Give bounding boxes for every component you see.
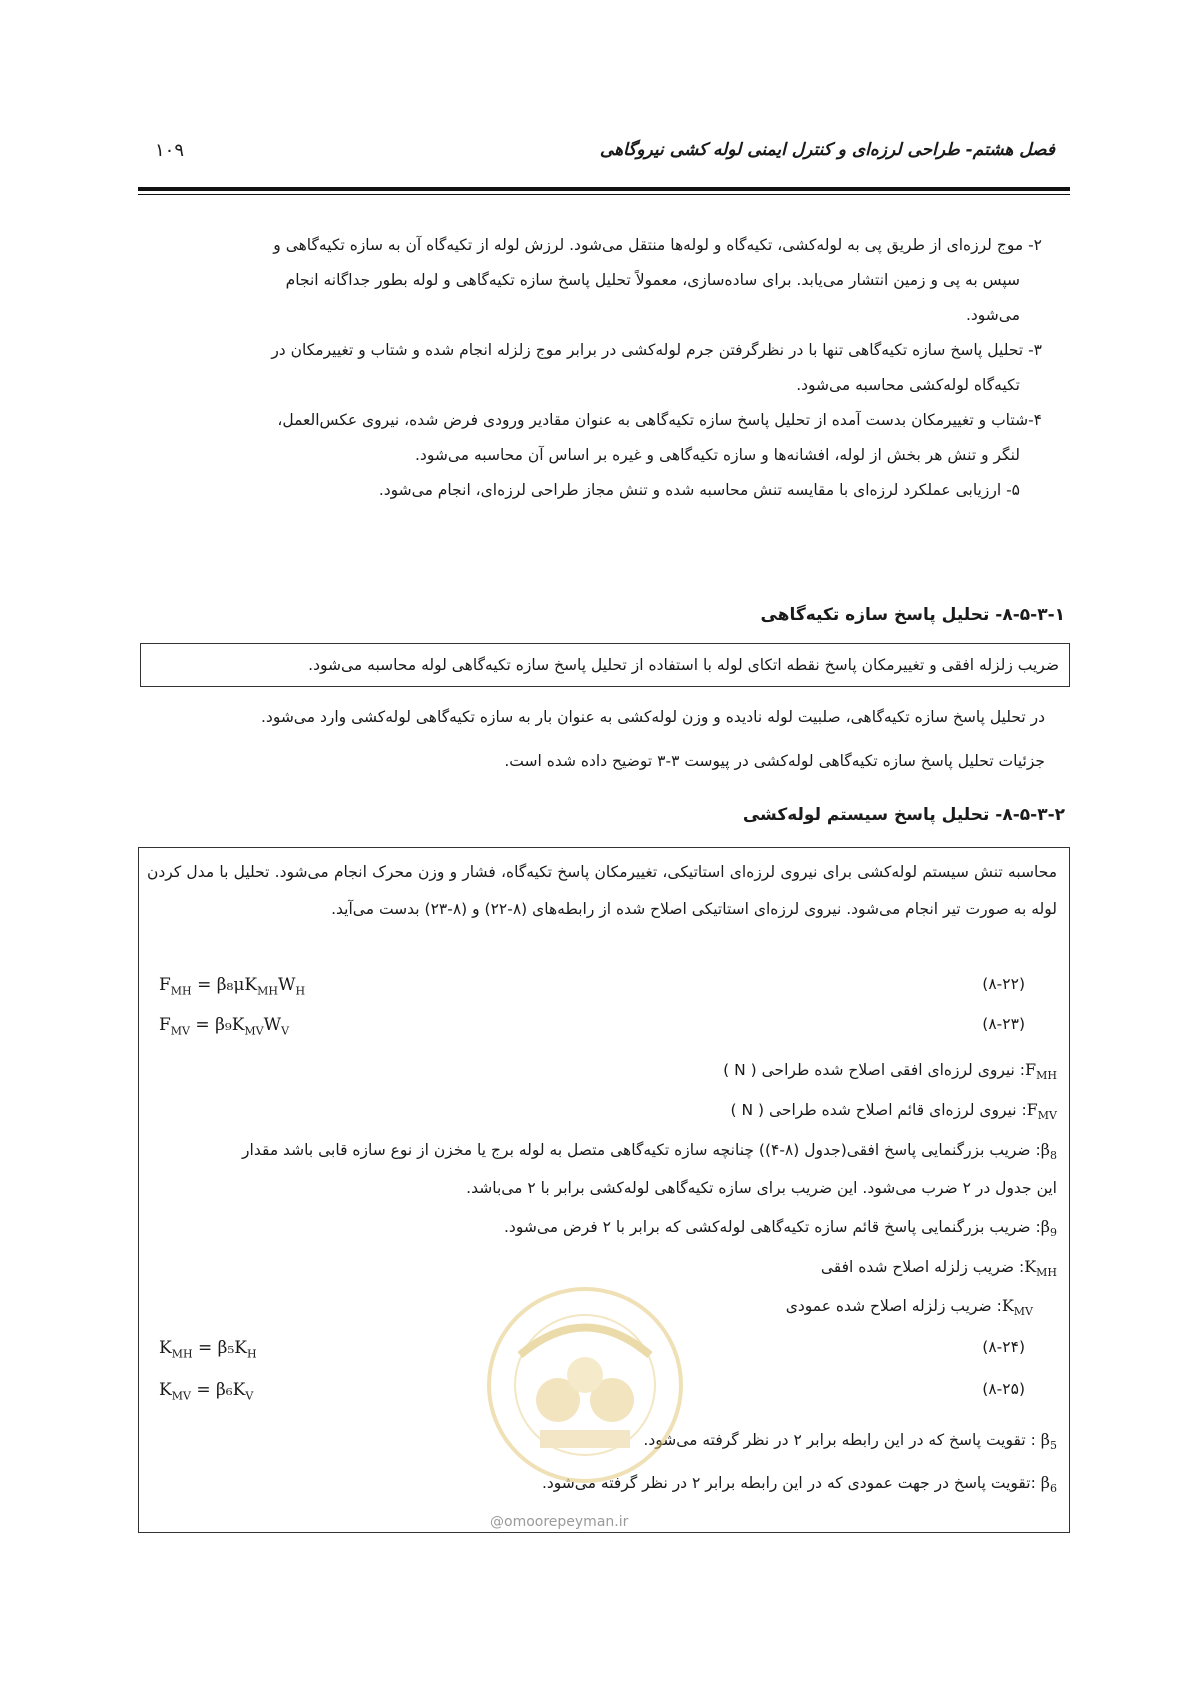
section-2-intro bbox=[147, 854, 1057, 928]
equation-number: (۸-۲۴) bbox=[982, 1338, 1025, 1356]
def-beta5: $\beta_5$ : تقویت پاسخ که در این رابطه برابر ۲ در نظر گرفته می‌شود. bbox=[643, 1430, 1057, 1453]
page-header bbox=[145, 140, 1055, 170]
def-fmh: $F_{MH}$: نیروی لرزه‌ای افقی اصلاح شده طراحی ( N ) bbox=[723, 1060, 1057, 1083]
equation-8-22 bbox=[149, 975, 1055, 1009]
def-fmv: $F_{MV}$: نیروی لرزه‌ای قائم اصلاح شده طراحی ( N ) bbox=[730, 1100, 1057, 1123]
watermark-logo bbox=[480, 1280, 690, 1490]
def-beta6: $\beta_6$ :تقویت پاسخ در جهت عمودی که در این رابطه برابر ۲ در نظر گرفته می‌شود. bbox=[541, 1473, 1057, 1496]
chapter-title: فصل هشتم- طراحی لرزه‌ای و کنترل ایمنی لوله کشی نیروگاهی bbox=[599, 140, 1055, 160]
header-rule bbox=[138, 187, 1070, 191]
equation-formula: $F_{MH} = \beta_8\mu K_{MH}W_H$ bbox=[159, 975, 306, 998]
header-rule-thin bbox=[138, 194, 1070, 195]
equation-formula: $K_{MH} = \beta_5K_H$ bbox=[159, 1338, 257, 1361]
highlight-box-1: ضریب زلزله افقی و تغییرمکان پاسخ نقطه اتکای لوله با استفاده از تحلیل پاسخ سازه تکیه‌گاهی لوله محاسبه می‌شود. bbox=[140, 643, 1070, 687]
step-3-line-1: ۳- تحلیل پاسخ سازه تکیه‌گاهی تنها با در نظرگرفتن جرم لوله‌کشی در برابر موج زلزله انجام شده و شتاب و تغییرمکان در bbox=[271, 341, 1042, 359]
section-1-paragraphs bbox=[150, 695, 1045, 783]
page-number: ۱۰۹ bbox=[155, 140, 185, 161]
equation-number: (۸-۲۲) bbox=[982, 975, 1025, 993]
def-beta8: $\beta_8$: ضریب بزرگنمایی پاسخ افقی(جدول (۸-۴)) چنانچه سازه تکیه‌گاهی متصل به لوله برج یا مخزن از نوع سازه قابی باشد مقدار bbox=[242, 1140, 1057, 1163]
step-2-line-3: می‌شود. bbox=[965, 306, 1020, 324]
section-1-para-1: در تحلیل پاسخ سازه تکیه‌گاهی، صلبیت لوله نادیده و وزن لوله‌کشی به عنوان بار به سازه تکیه‌گاهی لوله‌کشی وارد می‌شود. bbox=[260, 708, 1045, 726]
section-1-para-2: جزئیات تحلیل پاسخ سازه تکیه‌گاهی لوله‌کشی در پیوست ۳-۳ توضیح داده شده است. bbox=[504, 752, 1045, 770]
step-4-line-2: لنگر و تنش هر بخش از لوله، افشانه‌ها و سازه تکیه‌گاهی و غیره بر اساس آن محاسبه می‌شود. bbox=[415, 446, 1020, 464]
step-2-line-2: سپس به پی و زمین انتشار می‌یابد. برای ساده‌سازی، معمولاً تحلیل پاسخ سازه تکیه‌گاهی و لوله بطور جداگانه انجام bbox=[285, 271, 1020, 289]
section-heading-1: ۸-۵-۳-۱- تحلیل پاسخ سازه تکیه‌گاهی bbox=[760, 605, 1065, 625]
watermark-url: @omoorepeyman.ir bbox=[490, 1514, 629, 1530]
step-5-line-1: ۵- ارزیابی عملکرد لرزه‌ای با مقایسه تنش محاسبه شده و تنش مجاز طراحی لرزه‌ای، انجام می‌شود. bbox=[378, 481, 1020, 499]
def-kmh: $K_{MH}$: ضریب زلزله اصلاح شده افقی bbox=[820, 1257, 1057, 1280]
intro-text: محاسبه تنش سیستم لوله‌کشی برای نیروی لرزه‌ای استاتیکی، تغییرمکان پاسخ تکیه‌گاه، فشار و وزن محرک انجام می‌شود. تحلیل با مدل کردن لوله به صورت تیر انجام می‌شود. نیروی لرزه‌ای استاتیکی اصلاح شده از رابطه‌های (۸-۲۲) و (۸-۲۳) بدست می‌آید. bbox=[147, 863, 1057, 918]
def-beta9: $\beta_9$: ضریب بزرگنمایی پاسخ قائم سازه تکیه‌گاهی لوله‌کشی که برابر با ۲ فرض می‌شود. bbox=[504, 1217, 1057, 1240]
step-2-line-1: ۲- موج لرزه‌ای از طریق پی به لوله‌کشی، تکیه‌گاه و لوله‌ها منتقل می‌شود. لرزش لوله از تکیه‌گاه آن به سازه تکیه‌گاهی و bbox=[273, 236, 1042, 254]
equation-8-23 bbox=[149, 1015, 1055, 1049]
step-4-line-1: ۴-شتاب و تغییرمکان بدست آمده از تحلیل پاسخ سازه تکیه‌گاهی به عنوان مقادیر ورودی فرض شده، نیروی عکس‌العمل، bbox=[277, 411, 1042, 429]
def-kmv: $K_{MV}$: ضریب زلزله اصلاح شده عمودی bbox=[785, 1296, 1033, 1319]
step-3-line-2: تکیه‌گاه لوله‌کشی محاسبه می‌شود. bbox=[796, 376, 1020, 394]
def-beta8-cont: این جدول در ۲ ضرب می‌شود. این ضریب برای سازه تکیه‌گاهی لوله‌کشی برابر با ۲ می‌باشد. bbox=[466, 1179, 1057, 1197]
equation-number: (۸-۲۳) bbox=[982, 1015, 1025, 1033]
equation-formula: $F_{MV} = \beta_9K_{MV}W_V$ bbox=[159, 1015, 290, 1038]
section-heading-2: ۸-۵-۳-۲- تحلیل پاسخ سیستم لوله‌کشی bbox=[742, 805, 1065, 825]
equation-number: (۸-۲۵) bbox=[982, 1380, 1025, 1398]
steps-list bbox=[148, 228, 1042, 508]
equation-formula: $K_{MV} = \beta_6K_V$ bbox=[159, 1380, 254, 1403]
